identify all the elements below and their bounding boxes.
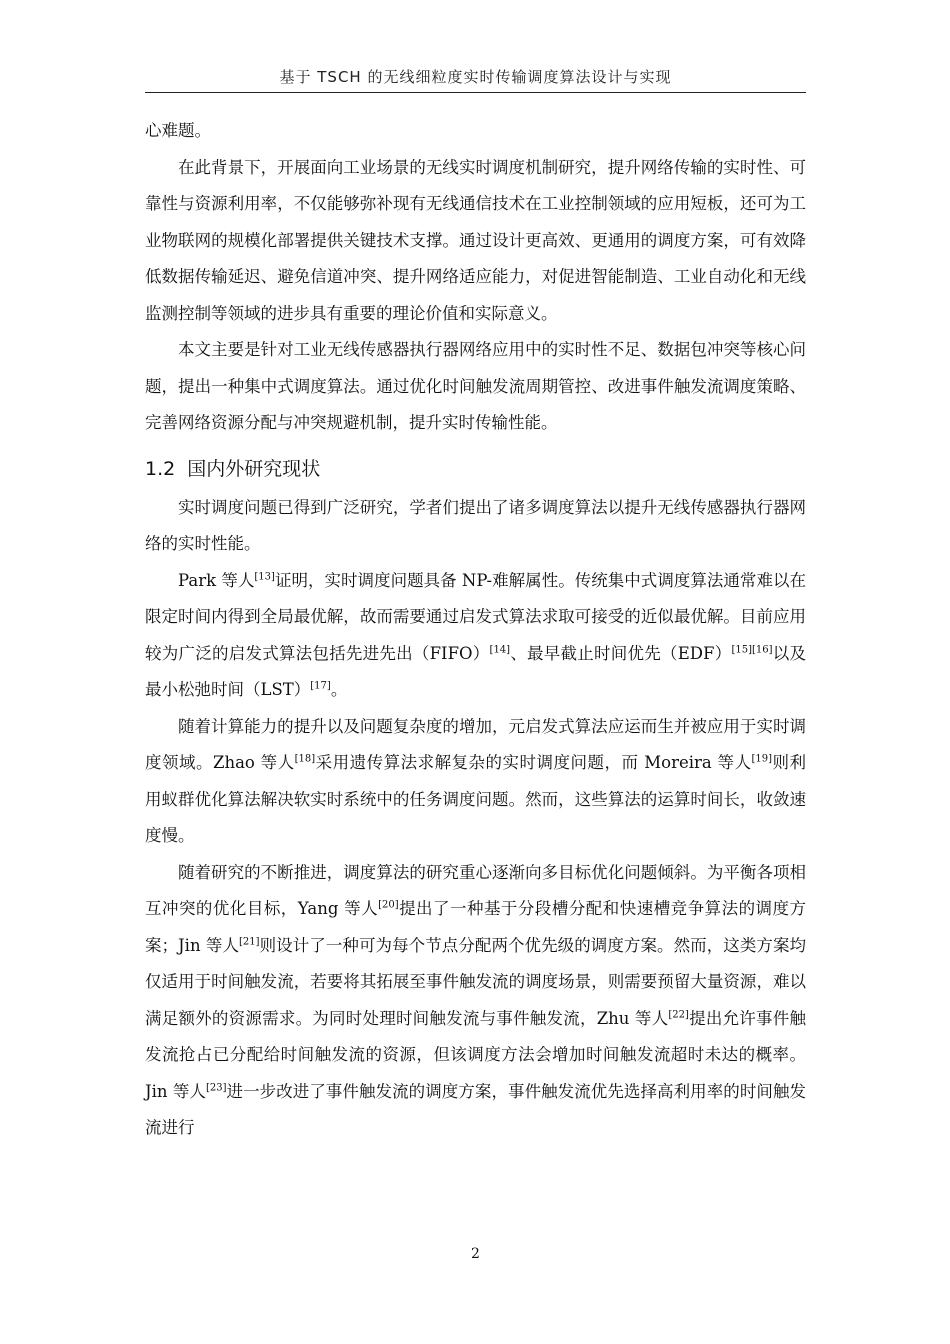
text-run: 进一步改进了事件触发流的调度方案，事件触发流优先选择高利用率的时间触发流进行 bbox=[145, 1081, 806, 1137]
section-number: 1.2 bbox=[145, 457, 176, 480]
citation: [13] bbox=[254, 571, 275, 582]
text-run: 随着计算能力的提升以及问题复杂度的增加，元启发式算法应运而生并被应用于实时调度领域。Zhao 等人 bbox=[145, 716, 806, 772]
text-run: 则利用蚁群优化算法解决软实时系统中的任务调度问题。然而，这些算法的运算时间长，收敛速度慢。 bbox=[145, 753, 806, 845]
text-run: Park 等人 bbox=[178, 570, 255, 590]
citation: [20] bbox=[378, 899, 399, 911]
text-run: 提出允许事件触发流抢占已分配给时间触发流的资源，但该调度方法会增加时间触发流超时未达的概率。Jin 等人 bbox=[145, 1008, 806, 1101]
paragraph-metaheuristics bbox=[145, 709, 806, 855]
paragraph-multiobjective bbox=[145, 855, 806, 1147]
citation: [22] bbox=[668, 1009, 689, 1020]
citation: [21] bbox=[239, 936, 260, 947]
section-heading bbox=[145, 451, 806, 487]
citation: [19] bbox=[751, 753, 772, 765]
running-header: 基于 TSCH 的无线细粒度实时传输调度算法设计与实现 bbox=[279, 68, 672, 86]
paragraph-intro: 实时调度问题已得到广泛研究，学者们提出了诸多调度算法以提升无线传感器执行器网络的实时性能。 bbox=[145, 497, 806, 553]
page-number: 2 bbox=[471, 1246, 480, 1262]
citation: [17] bbox=[310, 680, 331, 692]
paragraph-heuristics bbox=[145, 563, 806, 709]
paragraph-continuation: 心难题。 bbox=[145, 121, 211, 140]
text-run: 提出了一种基于分段槽分配和快速槽竞争算法的调度方案；Jin 等人 bbox=[145, 899, 806, 955]
text-run: 则设计了一种可为每个节点分配两个优先级的调度方案。然而，这类方案均仅适用于时间触发流，若要将其拓展至事件触发流的调度场景，则需要预留大量资源，难以满足额外的资源需求。为同时处理时间触发流与事件触发流，Zhu 等人 bbox=[145, 935, 807, 1028]
header-rule bbox=[145, 92, 806, 93]
paragraph-background: 在此背景下，开展面向工业场景的无线实时调度机制研究，提升网络传输的实时性、可靠性与资源利用率，不仅能够弥补现有无线通信技术在工业控制领域的应用短板，还可为工业物联网的规模化部署提供关键技术支撑。通过设计更高效、更通用的调度方案，可有效降低数据传输延迟、避免信道冲突、提升网络适应能力，对促进智能制造、工业自动化和无线监测控制等领域的进步具有重要的理论价值和实际意义。 bbox=[145, 157, 806, 323]
paragraph-contribution: 本文主要是针对工业无线传感器执行器网络应用中的实时性不足、数据包冲突等核心问题，提出一种集中式调度算法。通过优化时间触发流周期管控、改进事件触发流调度策略、完善网络资源分配与冲突规避机制，提升实时传输性能。 bbox=[145, 340, 806, 432]
citation: [18] bbox=[294, 753, 316, 765]
text-run: 。 bbox=[330, 680, 348, 699]
text-run: 以及最小松弛时间（LST） bbox=[145, 643, 806, 699]
citation: [14] bbox=[489, 644, 511, 655]
citation: [15][16] bbox=[731, 644, 773, 655]
text-run: 证明，实时调度问题具备 NP-难解属性。传统集中式调度算法通常难以在限定时间内得到全局最优解，故而需要通过启发式算法求取可接受的近似最优解。目前应用较为广泛的启发式算法包括先进先出（FIFO） bbox=[145, 570, 806, 663]
page-body bbox=[145, 113, 806, 1147]
citation: [23] bbox=[205, 1082, 227, 1093]
text-run: 采用遗传算法求解复杂的实时调度问题，而 Moreira 等人 bbox=[315, 753, 752, 772]
text-run: 随着研究的不断推进，调度算法的研究重心逐渐向多目标优化问题倾斜。为平衡各项相互冲突的优化目标，Yang 等人 bbox=[145, 862, 806, 918]
section-title: 国内外研究现状 bbox=[187, 457, 321, 480]
text-run: 、最早截止时间优先（EDF） bbox=[510, 643, 732, 663]
